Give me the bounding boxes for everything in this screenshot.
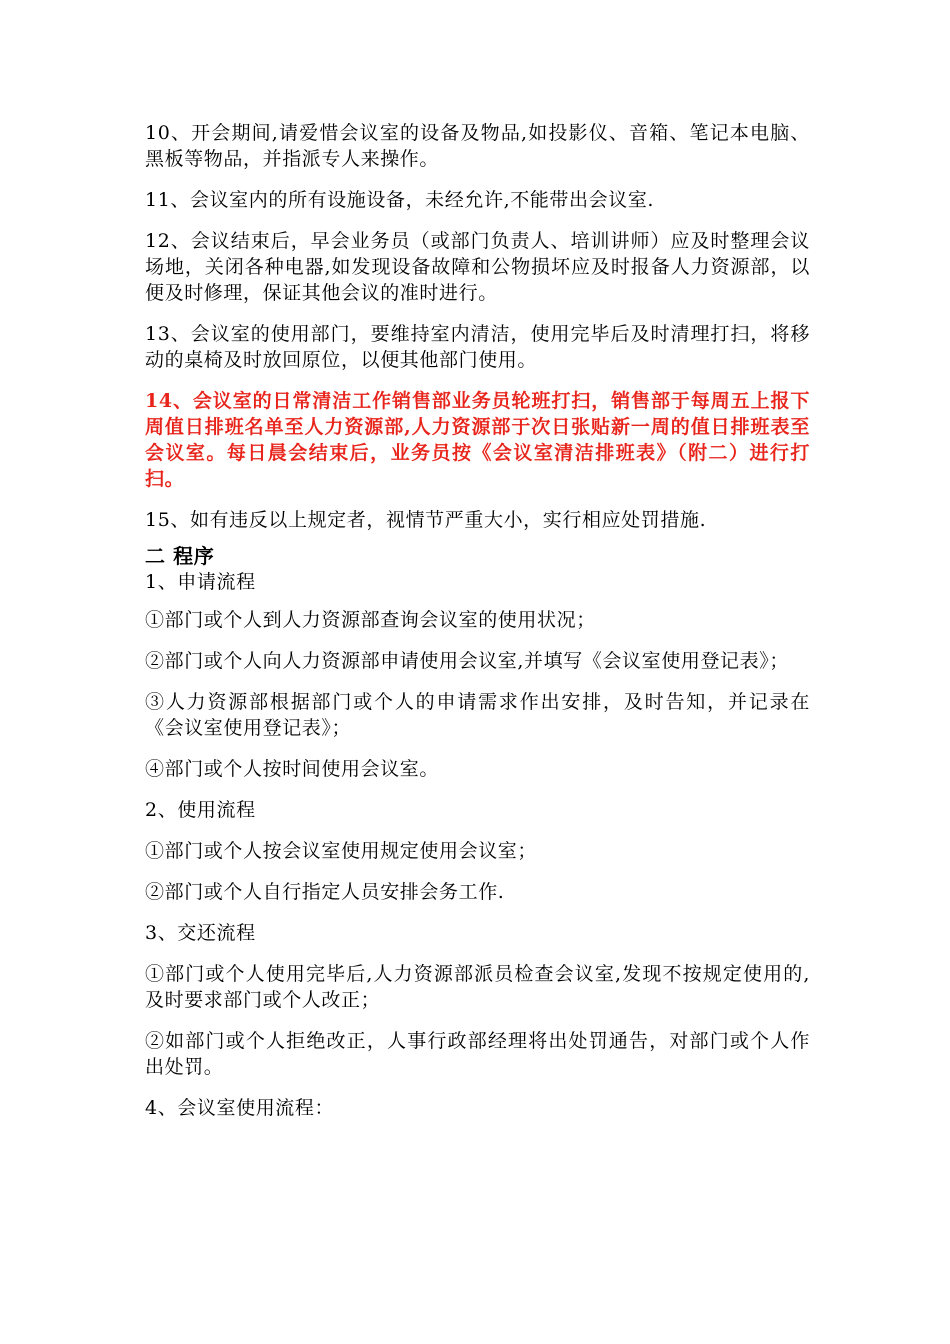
rule-11: 11、会议室内的所有设施设备，未经允许,不能带出会议室.: [145, 189, 655, 211]
apply-process-title: 1、申请流程: [145, 571, 256, 593]
apply-step-4: ④部门或个人按时间使用会议室。: [145, 758, 440, 780]
section-procedure-title: 二 程序: [145, 544, 215, 568]
meeting-room-flow-title: 4、会议室使用流程：: [145, 1097, 335, 1119]
rule-13: 13、会议室的使用部门，要维持室内清洁，使用完毕后及时清理打扫，将移动的桌椅及时放回原位，以便其他部门使用。: [145, 323, 810, 371]
return-step-2: ②如部门或个人拒绝改正，人事行政部经理将出处罚通告，对部门或个人作出处罚。: [145, 1030, 810, 1078]
use-process-title: 2、使用流程: [145, 799, 256, 821]
rule-14-highlighted: 14、会议室的日常清洁工作销售部业务员轮班打扫，销售部于每周五上报下周值日排班名单至人力资源部,人力资源部于次日张贴新一周的值日排班表至会议室。每日晨会结束后，业务员按《会议室清洁排班表》（附二）进行打扫。: [145, 390, 810, 490]
return-process-title: 3、交还流程: [145, 922, 256, 944]
apply-step-2: ②部门或个人向人力资源部申请使用会议室,并填写《会议室使用登记表》；: [145, 650, 789, 672]
apply-step-1: ①部门或个人到人力资源部查询会议室的使用状况；: [145, 609, 596, 631]
apply-step-3: ③人力资源部根据部门或个人的申请需求作出安排，及时告知，并记录在《会议室使用登记表》；: [145, 691, 810, 739]
use-step-1: ①部门或个人按会议室使用规定使用会议室；: [145, 840, 538, 862]
rule-15: 15、如有违反以上规定者，视情节严重大小，实行相应处罚措施.: [145, 509, 707, 531]
rule-12: 12、会议结束后，早会业务员（或部门负责人、培训讲师）应及时整理会议场地，关闭各种电器,如发现设备故障和公物损坏应及时报备人力资源部，以便及时修理，保证其他会议的准时进行。: [145, 230, 810, 304]
rule-10: 10、开会期间,请爱惜会议室的设备及物品,如投影仪、音箱、笔记本电脑、黑板等物品，并指派专人来操作。: [145, 122, 810, 170]
document-page: [145, 120, 810, 1136]
use-step-2: ②部门或个人自行指定人员安排会务工作.: [145, 881, 505, 903]
return-step-1: ①部门或个人使用完毕后,人力资源部派员检查会议室,发现不按规定使用的,及时要求部门或个人改正；: [145, 963, 810, 1011]
